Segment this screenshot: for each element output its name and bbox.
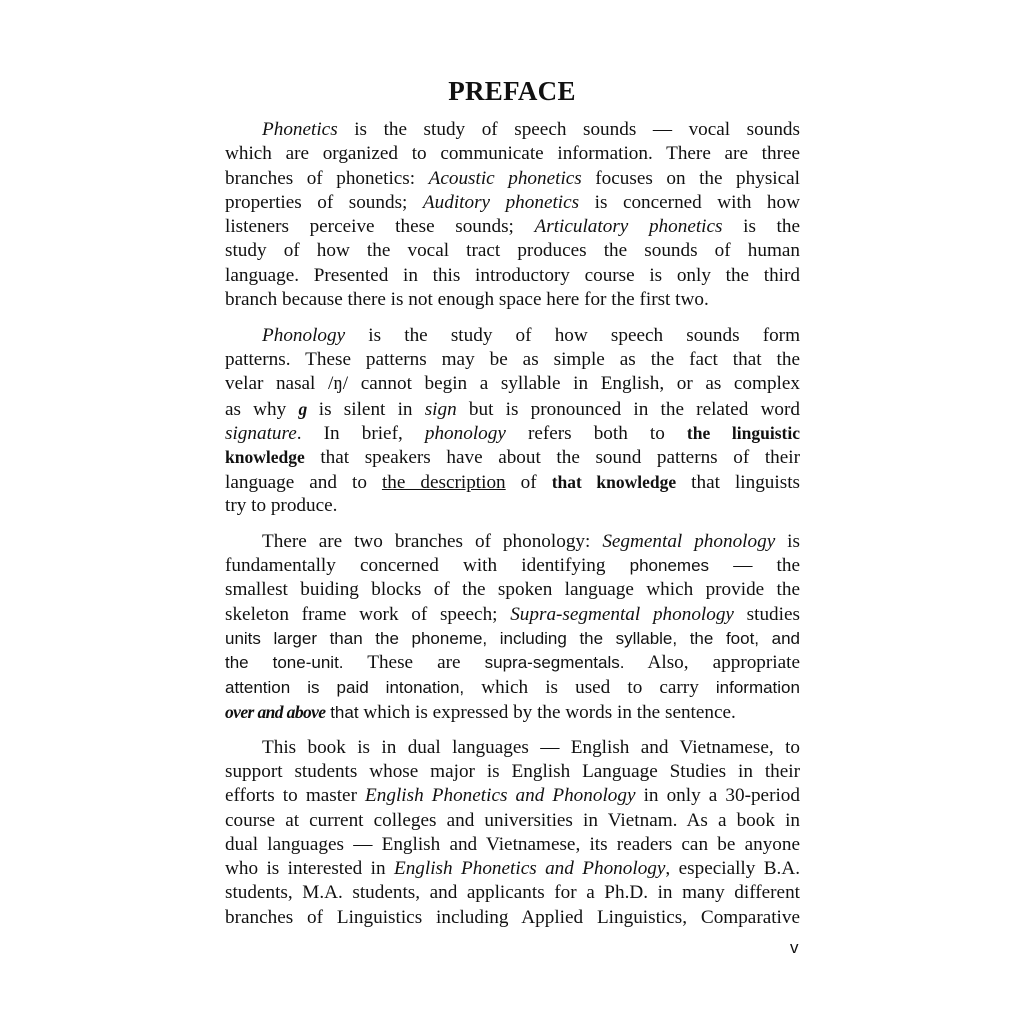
text-line <box>225 554 800 578</box>
text-run: Phonetics <box>262 119 338 140</box>
text-run: fundamentally concerned with identifying <box>225 555 630 577</box>
paragraph <box>225 736 800 930</box>
text-run: over and above <box>225 701 326 722</box>
text-line <box>225 760 800 784</box>
text-run: velar nasal /ŋ/ cannot begin a syllable in English, or as complex <box>225 373 800 395</box>
text-run: study of how the vocal tract produces the sounds of human <box>225 240 800 262</box>
text-line <box>225 651 800 675</box>
text-run: that speakers have about the sound patterns of their <box>304 447 800 469</box>
text-run: smallest buiding blocks of the spoken language which provide the <box>225 579 800 601</box>
text-run: that knowledge <box>551 471 677 492</box>
text-line <box>225 494 800 518</box>
text-run: of <box>505 471 552 493</box>
text-run: patterns. These patterns may be as simple as the fact that the <box>225 349 800 371</box>
text-line <box>225 239 800 263</box>
paragraph <box>225 118 800 312</box>
text-run: knowledge <box>225 447 305 468</box>
text-run: dual languages — English and Vietnamese, its readers can be anyone <box>225 833 800 855</box>
text-run: is the <box>722 216 800 238</box>
text-run: language and to <box>225 471 382 493</box>
text-run: is silent in <box>306 398 425 420</box>
text-run: is <box>775 530 800 552</box>
text-run: that <box>325 702 359 722</box>
text-run: attention is paid intonation, <box>225 677 465 697</box>
text-run: Phonology <box>262 324 346 346</box>
text-run: properties of sounds; <box>225 191 423 213</box>
text-run: the linguistic <box>686 423 800 444</box>
text-run: skeleton frame work of speech; <box>225 603 511 625</box>
text-run: Articulatory phonetics <box>534 216 723 238</box>
text-line <box>225 603 800 627</box>
text-run: which are organized to communicate information. There are three <box>225 143 800 165</box>
text-run: course at current colleges and universities in Vietnam. As a book in <box>225 809 800 831</box>
text-line <box>225 627 800 651</box>
text-run: students, M.A. students, and applicants for a Ph.D. in many different <box>225 882 800 904</box>
paragraph <box>225 324 800 518</box>
text-run: phonemes <box>629 556 710 576</box>
preface-body <box>225 118 800 942</box>
text-run: , especially B.A. <box>665 858 800 880</box>
text-run: who is interested in <box>225 858 394 880</box>
text-line <box>225 906 800 930</box>
text-run: focuses on the physical <box>581 167 800 189</box>
text-run: These are <box>343 652 485 674</box>
text-run: signature <box>225 423 297 445</box>
text-line <box>225 736 800 760</box>
text-run: the description <box>381 471 506 493</box>
text-line <box>225 264 800 288</box>
text-run: This book is in dual languages — English and Vietnamese, to <box>262 736 800 758</box>
text-run: but is pronounced in the related word <box>456 398 801 420</box>
text-line <box>225 700 800 724</box>
text-run: g <box>298 398 307 419</box>
text-run: — the <box>709 555 800 577</box>
text-run: phonology <box>424 423 506 445</box>
text-run: sign <box>424 398 457 420</box>
text-line <box>225 421 800 445</box>
text-run: English Phonetics and Phonology <box>365 785 636 807</box>
text-run: try to produce. <box>225 494 338 516</box>
text-run: that linguists <box>676 471 801 493</box>
text-run: is the study of how speech sounds form <box>345 324 800 346</box>
text-run: refers both to <box>505 423 687 445</box>
text-line <box>225 215 800 239</box>
text-run: listeners perceive these sounds; <box>225 216 535 238</box>
text-line <box>225 191 800 215</box>
paragraph <box>225 530 800 724</box>
text-line <box>225 881 800 905</box>
text-line <box>225 397 800 421</box>
text-line <box>225 324 800 348</box>
text-line <box>225 809 800 833</box>
text-run: support students whose major is English Language Studies in their <box>225 760 800 782</box>
text-run: Also, appropriate <box>624 652 800 674</box>
text-line <box>225 372 800 396</box>
text-line <box>225 857 800 881</box>
text-line <box>225 118 800 142</box>
text-line <box>225 530 800 554</box>
text-line <box>225 784 800 808</box>
text-run: efforts to master <box>225 785 366 807</box>
text-run: in only a 30-period <box>635 785 800 807</box>
text-line <box>225 676 800 700</box>
text-run: branches of Linguistics including Applied Linguistics, Comparative <box>225 906 800 928</box>
text-run: studies <box>733 603 800 625</box>
text-line <box>225 445 800 469</box>
text-run: supra-segmentals. <box>484 653 625 673</box>
text-run: branch because there is not enough space here for the first two. <box>225 289 709 311</box>
text-line <box>225 288 800 312</box>
text-run: . In brief, <box>296 423 425 445</box>
text-run: which is expressed by the words in the sentence. <box>358 701 736 723</box>
text-line <box>225 142 800 166</box>
text-run: as why <box>225 398 299 420</box>
text-line <box>225 470 800 494</box>
text-run: information <box>715 677 800 697</box>
text-line <box>225 578 800 602</box>
text-run: Supra-segmental phonology <box>510 603 734 625</box>
text-run: units larger than the phoneme, including the syllable, the foot, and <box>225 628 800 648</box>
page-number: v <box>790 938 799 957</box>
text-run: branches of phonetics: <box>225 167 429 189</box>
text-run: Segmental phonology <box>602 530 776 552</box>
text-run: which is used to carry <box>464 676 716 698</box>
text-run: language. Presented in this introductory course is only the third <box>225 264 800 286</box>
text-line <box>225 348 800 372</box>
page-title: PREFACE <box>448 76 576 106</box>
text-run: is the study of speech sounds — vocal sounds <box>337 119 800 140</box>
text-run: There are two branches of phonology: <box>262 530 603 552</box>
text-line <box>225 833 800 857</box>
text-run: English Phonetics and Phonology <box>393 858 666 880</box>
text-run: is concerned with how <box>579 191 800 213</box>
text-run: the tone-unit. <box>225 653 344 673</box>
text-line <box>225 167 800 191</box>
text-run: Acoustic phonetics <box>428 167 582 189</box>
text-run: Auditory phonetics <box>422 191 580 213</box>
